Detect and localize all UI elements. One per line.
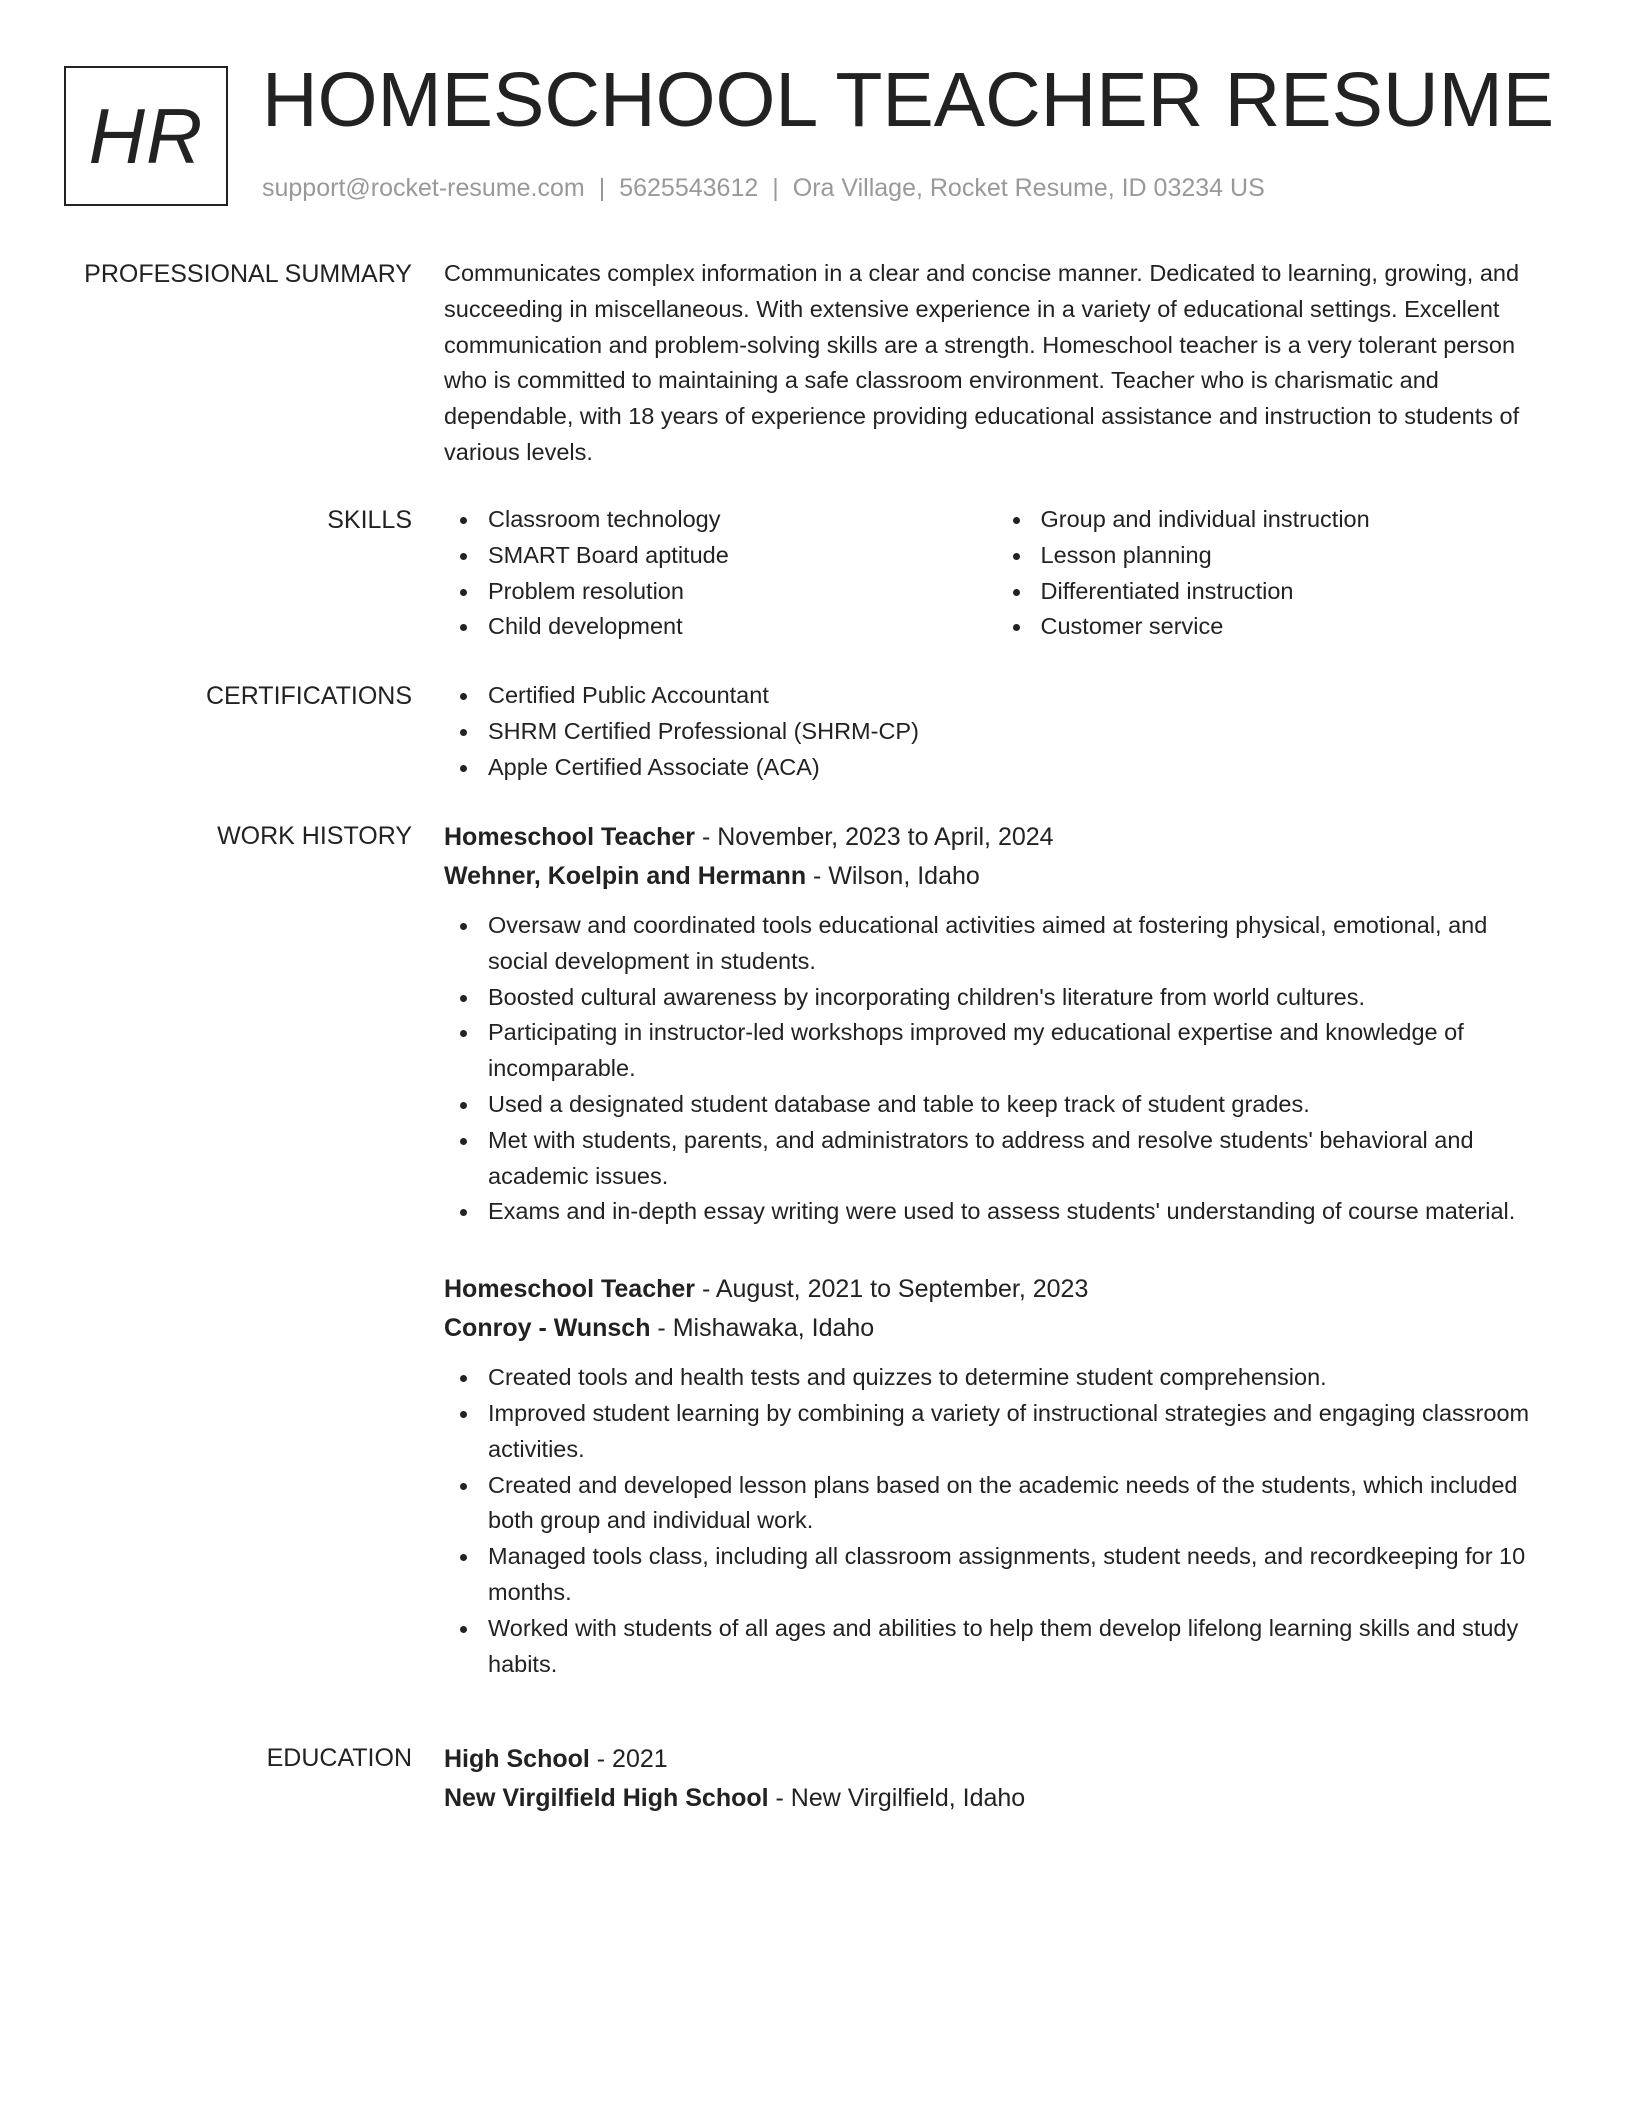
education-label: EDUCATION [266,1744,412,1772]
education-body [444,1740,1549,1818]
job-location: - Mishawaka, Idaho [650,1314,875,1343]
contact-line [262,174,1265,203]
skill-item: Customer service [1041,609,1550,645]
resume-title: HOMESCHOOL TEACHER RESUME [262,57,1555,143]
work-body [444,818,1549,1682]
certification-item: Apple Certified Associate (ACA) [488,750,1549,786]
skill-item: Classroom technology [488,502,997,538]
certifications-body [444,678,1549,785]
job-entry [444,1270,1549,1682]
job-bullet: Managed tools class, including all classroom assignments, student needs, and recordkeeping for 10 months. [488,1539,1549,1611]
certifications-list [444,678,1549,785]
education-degree-line [444,1740,1549,1779]
summary-label: PROFESSIONAL SUMMARY [84,260,412,288]
education-school: New Virgilfield High School [444,1784,769,1812]
education-location: - New Virgilfield, Idaho [768,1784,1026,1812]
certifications-label: CERTIFICATIONS [205,682,412,710]
skills-body [444,502,1549,645]
education-year: - 2021 [589,1745,668,1773]
work-label: WORK HISTORY [217,822,412,850]
job-title-line [444,1270,1549,1309]
skills-label: SKILLS [327,506,412,534]
skill-item: SMART Board aptitude [488,538,997,574]
job-bullet: Participating in instructor-led workshops improved my educational expertise and knowledge of incomparable. [488,1015,1549,1087]
job-title: Homeschool Teacher [444,1275,696,1304]
summary-body [444,256,1549,471]
job-company: Conroy - Wunsch [444,1314,651,1343]
job-bullet: Oversaw and coordinated tools educational activities aimed at fostering physical, emotional, and social development in students. [488,908,1549,980]
job-bullet: Improved student learning by combining a variety of instructional strategies and engaging classroom activities. [488,1396,1549,1468]
job-bullet: Exams and in-depth essay writing were used to assess students' understanding of course material. [488,1194,1549,1230]
certification-item: Certified Public Accountant [488,678,1549,714]
job-title: Homeschool Teacher [444,823,696,851]
contact-separator: | [772,174,779,202]
job-company-line [444,1309,1549,1348]
job-title-line [444,818,1549,857]
job-entry [444,818,1549,1230]
contact-email: support@rocket-resume.com [262,174,585,202]
education-school-line [444,1779,1549,1818]
job-bullet: Used a designated student database and table to keep track of student grades. [488,1087,1549,1123]
job-dates: - November, 2023 to April, 2024 [695,823,1054,851]
education-degree: High School [444,1745,590,1773]
job-dates: - August, 2021 to September, 2023 [695,1275,1089,1304]
skill-item: Group and individual instruction [1041,502,1550,538]
job-company-line [444,857,1549,896]
skill-item: Problem resolution [488,574,997,610]
skills-list-right [997,502,1550,645]
job-bullet: Worked with students of all ages and abilities to help them develop lifelong learning skills and study habits. [488,1611,1549,1683]
contact-separator: | [598,174,606,202]
certification-item: SHRM Certified Professional (SHRM-CP) [488,714,1549,750]
job-bullet: Boosted cultural awareness by incorporating children's literature from world cultures. [488,980,1549,1016]
contact-phone: 5625543612 [619,174,759,202]
contact-address: Ora Village, Rocket Resume, ID 03234 US [792,174,1265,202]
summary-text: Communicates complex information in a clear and concise manner. Dedicated to learning, growing, and succeeding in miscellaneous. With extensive experience in a variety of educational settings. Excellent communication and problem-solving skills are a strength. Homeschool teacher is a very tolerant person who is committed to maintaining a safe classroom environment. Teacher who is charismatic and dependable, with 18 years of experience providing educational assistance and instruction to students of various levels. [444,260,1520,465]
job-bullet: Met with students, parents, and administrators to address and resolve students' behavioral and academic issues. [488,1123,1549,1195]
job-bullet-list [444,908,1549,1230]
job-location: - Wilson, Idaho [806,862,980,890]
skill-item: Differentiated instruction [1041,574,1550,610]
job-bullet: Created tools and health tests and quizzes to determine student comprehension. [488,1360,1549,1396]
job-bullet-list [444,1360,1549,1682]
job-bullet: Created and developed lesson plans based on the academic needs of the students, which included both group and individual work. [488,1468,1549,1540]
skill-item: Child development [488,609,997,645]
skills-list-left [444,502,997,645]
skill-item: Lesson planning [1041,538,1550,574]
job-company: Wehner, Koelpin and Hermann [444,862,807,890]
monogram-logo: HR [64,66,228,206]
